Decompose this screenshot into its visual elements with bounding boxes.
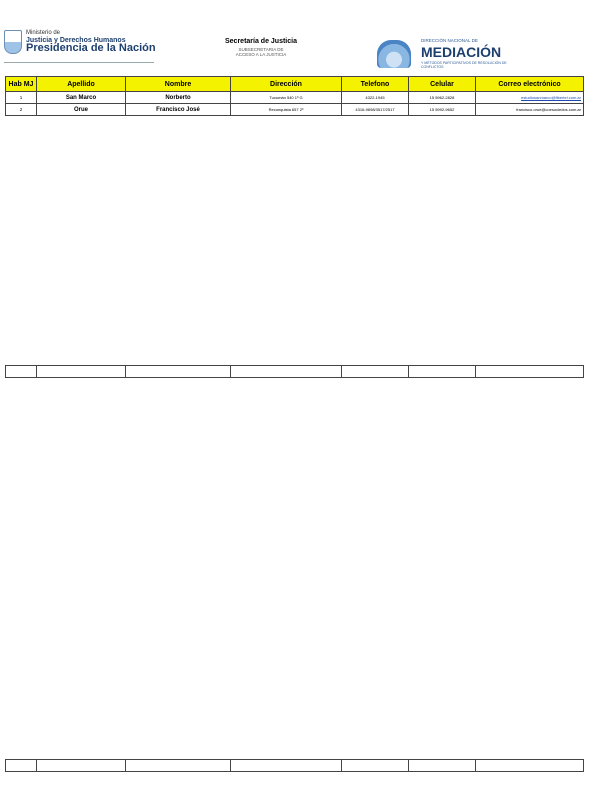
coat-of-arms-icon	[4, 30, 22, 54]
secretaria-block	[202, 38, 320, 57]
cell-telefono: 4322-1945	[342, 92, 409, 104]
col-telefono: Telefono	[342, 77, 409, 92]
presidencia-label: Presidencia de la Nación	[26, 42, 156, 54]
cell-hab: 1	[6, 92, 37, 104]
cell-celular: 15 5992-9652	[409, 104, 476, 116]
cell-direccion: Reconquista 657 2º	[231, 104, 342, 116]
table-row	[6, 760, 584, 772]
header-divider	[4, 62, 154, 63]
ministerio-line2: Justicia y Derechos Humanos	[26, 37, 126, 44]
table-header-row	[6, 77, 584, 92]
cell-apellido: San Marco	[37, 92, 126, 104]
cell-nombre: Francisco José	[126, 104, 231, 116]
table-row	[6, 366, 584, 378]
ministerio-logo	[4, 30, 156, 54]
cell-correo: francisco.orue@coesociedos.com.ar	[476, 104, 584, 116]
cell-telefono: 4316-9698/3517/2517	[342, 104, 409, 116]
mediacion-logo	[377, 38, 517, 70]
table-row	[6, 92, 584, 104]
cell-correo[interactable]: estudiosanmarco@fibertel.com.ar	[476, 92, 584, 104]
col-hab: Hab MJ	[6, 77, 37, 92]
mediacion-globe-icon	[377, 40, 411, 68]
cell-celular: 15 5962-2828	[409, 92, 476, 104]
col-correo: Correo electrónico	[476, 77, 584, 92]
mediators-table-3	[5, 759, 584, 772]
secretaria-sub2: ACCESO A LA JUSTICIA	[235, 52, 287, 57]
page-header	[0, 0, 600, 74]
cell-direccion: Tucumán 540 1º G	[231, 92, 342, 104]
col-celular: Celular	[409, 77, 476, 92]
secretaria-sub1: SUBSECRETARIA DE	[238, 47, 284, 52]
table-row	[6, 104, 584, 116]
mediacion-main-label: MEDIACIÓN	[421, 44, 502, 60]
ministerio-line1: Ministerio de	[26, 30, 61, 36]
cell-hab: 2	[6, 104, 37, 116]
col-apellido: Apellido	[37, 77, 126, 92]
col-nombre: Nombre	[126, 77, 231, 92]
mediators-table-1	[5, 76, 584, 116]
mediacion-sub-label: Y MÉTODOS PARTICIPATIVOS DE RESOLUCIÓN DE CONFLICTOS	[421, 61, 507, 69]
cell-apellido: Orue	[37, 104, 126, 116]
mediators-table-2	[5, 365, 584, 378]
cell-nombre: Norberto	[126, 92, 231, 104]
secretaria-title: Secretaría de Justicia	[225, 38, 297, 45]
col-direccion: Dirección	[231, 77, 342, 92]
mediacion-top-label: DIRECCIÓN NACIONAL DE	[421, 38, 478, 43]
